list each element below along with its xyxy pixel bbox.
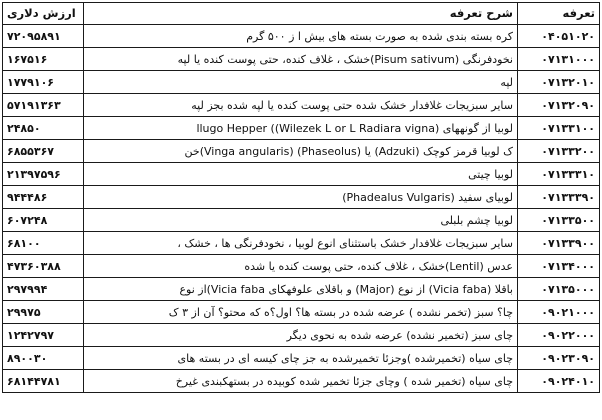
description-cell: لوبیا از گونههای (Wilezek L or L Radiara vigna)) llugo Hepper xyxy=(84,117,518,140)
tariff-code-cell: ۰۷۱۳۵۰۰۰ xyxy=(518,278,600,301)
table-row xyxy=(3,186,600,209)
description-cell: کره بسته بندی شده به صورت بسته های بیش ا ز ۵۰۰ گرم xyxy=(84,25,518,48)
tariff-code-cell: ۰۷۱۳۳۳۹۰ xyxy=(518,186,600,209)
tariff-document xyxy=(2,2,599,416)
dollar-value-cell: ۲۱۳۹۷۵۹۶ xyxy=(3,163,84,186)
description-cell: سایر سبزیجات غلافدار خشک شده حتی پوست کنده یا لپه شده بجز لپه xyxy=(84,94,518,117)
table-row xyxy=(3,94,600,117)
dollar-value-cell: ۷۲۰۹۵۸۹۱ xyxy=(3,25,84,48)
table-row xyxy=(3,140,600,163)
header-code: تعرفه xyxy=(518,3,600,25)
tariff-code-cell: ۰۹۰۲۲۰۰۰ xyxy=(518,324,600,347)
dollar-value-cell: ۱۲۴۲۷۹۷ xyxy=(3,324,84,347)
table-row xyxy=(3,301,600,324)
table-row xyxy=(3,278,600,301)
dollar-value-cell: ۲۹۹۷۵ xyxy=(3,301,84,324)
description-cell: چای سیاه (تخمیر شده ) وچای جزئا تخمیر شده کوبیده در بستهکبندی غیرخ xyxy=(84,370,518,393)
table-body xyxy=(3,25,600,393)
dollar-value-cell: ۱۶۷۵۱۶ xyxy=(3,48,84,71)
description-cell: نخودفرنگی (Pisum sativum)خشک ، غلاف کنده، حتی پوست کنده یا لپه xyxy=(84,48,518,71)
tariff-code-cell: ۰۷۱۳۳۳۱۰ xyxy=(518,163,600,186)
description-cell: سایر سبزیجات غلافدار خشک باستثنای انوع لوبیا ، نخودفرنگی ها ، خشک ، xyxy=(84,232,518,255)
table-row xyxy=(3,347,600,370)
description-cell: چای سبز (تخمیر نشده) عرضه شده به نحوی دیگر xyxy=(84,324,518,347)
description-cell: چا؟ سبز (تخمر نشده ) عرضه شده در بسته ها؟ اول؟ه که محتو؟ آن از ۳ ک xyxy=(84,301,518,324)
table-row xyxy=(3,163,600,186)
description-cell: عدس (Lentil)خشک ، غلاف کنده، حتی پوست کنده یا شده xyxy=(84,255,518,278)
tariff-code-cell: ۰۷۱۳۳۲۰۰ xyxy=(518,140,600,163)
header-row xyxy=(3,3,600,25)
tariff-code-cell: ۰۷۱۳۳۱۰۰ xyxy=(518,117,600,140)
header-description: شرح تعرفه xyxy=(84,3,518,25)
description-cell: لوبیای سفید (Phadealus Vulgaris) xyxy=(84,186,518,209)
table-row xyxy=(3,117,600,140)
tariff-code-cell: ۰۷۱۳۲۰۹۰ xyxy=(518,94,600,117)
dollar-value-cell: ۸۹۰۰۳۰ xyxy=(3,347,84,370)
table-row xyxy=(3,209,600,232)
dollar-value-cell: ۶۸۵۵۳۶۷ xyxy=(3,140,84,163)
tariff-code-cell: ۰۷۱۳۲۰۱۰ xyxy=(518,71,600,94)
dollar-value-cell: ۹۴۴۴۸۶ xyxy=(3,186,84,209)
table-row xyxy=(3,48,600,71)
dollar-value-cell: ۴۷۳۶۰۳۸۸ xyxy=(3,255,84,278)
table-row xyxy=(3,232,600,255)
tariff-code-cell: ۰۹۰۲۴۰۱۰ xyxy=(518,370,600,393)
table-row xyxy=(3,324,600,347)
tariff-code-cell: ۰۷۱۳۱۰۰۰ xyxy=(518,48,600,71)
tariff-code-cell: ۰۹۰۲۳۰۹۰ xyxy=(518,347,600,370)
table-row xyxy=(3,71,600,94)
table-row xyxy=(3,370,600,393)
tariff-code-cell: ۰۷۱۳۳۹۰۰ xyxy=(518,232,600,255)
dollar-value-cell: ۶۸۱۴۴۷۸۱ xyxy=(3,370,84,393)
description-cell: لپه xyxy=(84,71,518,94)
tariff-code-cell: ۰۷۱۳۴۰۰۰ xyxy=(518,255,600,278)
tariff-code-cell: ۰۴۰۵۱۰۲۰ xyxy=(518,25,600,48)
table-row xyxy=(3,255,600,278)
description-cell: چای سیاه (تخمیرشده )وجزئا تخمیرشده به جز چای کیسه ای در بسته های xyxy=(84,347,518,370)
dollar-value-cell: ۲۹۷۹۹۴ xyxy=(3,278,84,301)
dollar-value-cell: ۲۴۸۵۰ xyxy=(3,117,84,140)
tariff-table xyxy=(2,2,600,393)
dollar-value-cell: ۶۸۱۰۰ xyxy=(3,232,84,255)
header-value: ارزش دلاری xyxy=(3,3,84,25)
description-cell: باقلا (Vicia faba) از نوع (Major) و باقلای علوفهکای Vicia faba)از نوع xyxy=(84,278,518,301)
tariff-code-cell: ۰۹۰۲۱۰۰۰ xyxy=(518,301,600,324)
tariff-code-cell: ۰۷۱۳۳۵۰۰ xyxy=(518,209,600,232)
description-cell: ک لوبیا قرمز کوچک (Adzuki) یا (Phaseolus) (Vinga angularis)خن xyxy=(84,140,518,163)
dollar-value-cell: ۶۰۷۲۴۸ xyxy=(3,209,84,232)
dollar-value-cell: ۵۷۱۹۱۳۶۳ xyxy=(3,94,84,117)
description-cell: لوبیا چیتی xyxy=(84,163,518,186)
table-row xyxy=(3,25,600,48)
description-cell: لوبیا چشم بلبلی xyxy=(84,209,518,232)
dollar-value-cell: ۱۷۷۹۱۰۶ xyxy=(3,71,84,94)
